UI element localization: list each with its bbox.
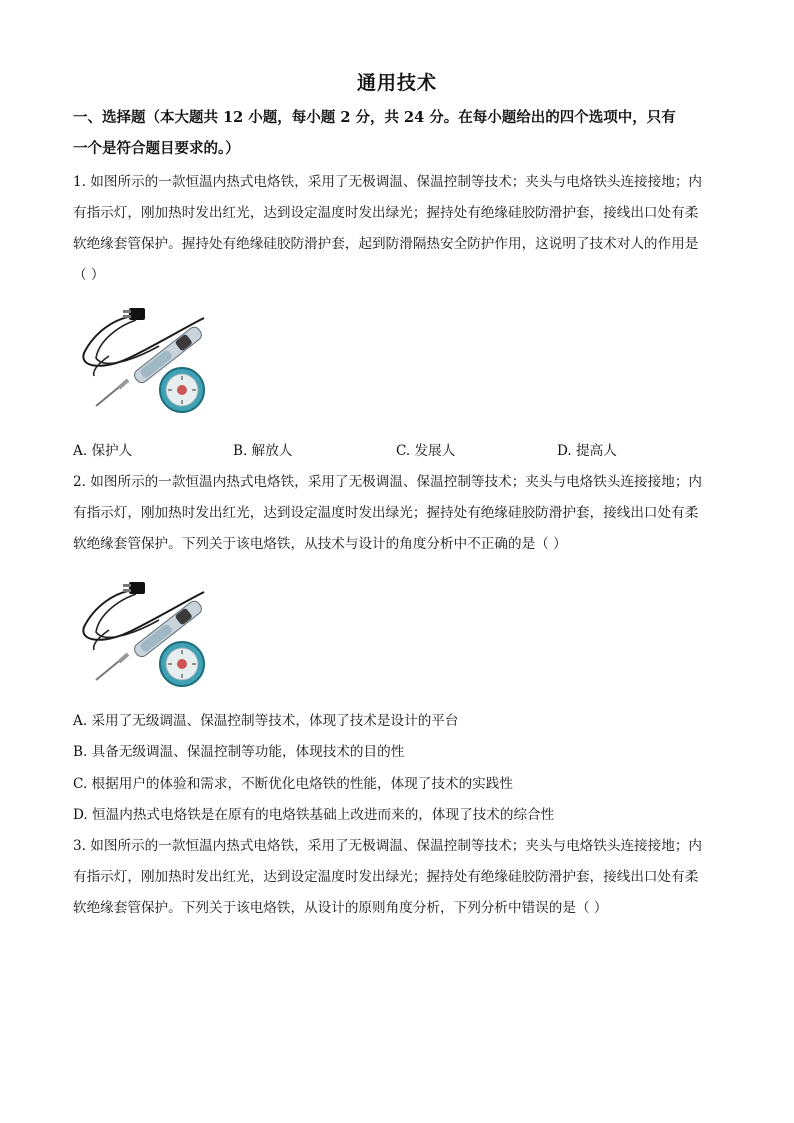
question-1-line-1: 1. 如图所示的一款恒温内热式电烙铁，采用了无极调温、保温控制等技术；夹头与电烙铁头连接接地；内	[73, 174, 703, 190]
soldering-iron-image	[74, 572, 214, 690]
soldering-iron-figure-1	[74, 298, 214, 416]
q1-option-d: D. 提高人	[557, 443, 617, 459]
question-3-line-3: 软绝缘套管保护。下列关于该电烙铁，从设计的原则角度分析，下列分析中错误的是（ ）	[73, 900, 608, 916]
section-header-line-1: 一、选择题（本大题共 12 小题，每小题 2 分，共 24 分。在每小题给出的四个选项中，只有	[73, 109, 676, 126]
question-1-line-3: 软绝缘套管保护。握持处有绝缘硅胶防滑护套，起到防滑隔热安全防护作用，这说明了技术对人的作用是	[73, 236, 699, 252]
q2-option-d: D. 恒温内热式电烙铁是在原有的电烙铁基础上改进而来的，体现了技术的综合性	[73, 807, 555, 823]
section-header-line-2: 一个是符合题目要求的。）	[73, 140, 240, 157]
question-2-line-1: 2. 如图所示的一款恒温内热式电烙铁，采用了无极调温、保温控制等技术；夹头与电烙铁头连接接地；内	[73, 474, 703, 490]
soldering-iron-figure-2	[74, 572, 214, 690]
q1-option-b: B. 解放人	[233, 443, 293, 459]
question-2-line-2: 有指示灯，刚加热时发出红光，达到设定温度时发出绿光；握持处有绝缘硅胶防滑护套，接线出口处有柔	[73, 505, 699, 521]
question-1-line-4: （ ）	[73, 267, 105, 283]
q1-option-a: A. 保护人	[73, 443, 133, 459]
question-2-line-3: 软绝缘套管保护。下列关于该电烙铁，从技术与设计的角度分析中不正确的是（ ）	[73, 536, 567, 552]
question-1-line-2: 有指示灯，刚加热时发出红光，达到设定温度时发出绿光；握持处有绝缘硅胶防滑护套，接线出口处有柔	[73, 205, 699, 221]
q2-option-b: B. 具备无级调温、保温控制等功能，体现技术的目的性	[73, 744, 405, 760]
q2-option-c: C. 根据用户的体验和需求，不断优化电烙铁的性能，体现了技术的实践性	[73, 776, 513, 792]
q1-option-c: C. 发展人	[396, 443, 456, 459]
question-3-line-2: 有指示灯，刚加热时发出红光，达到设定温度时发出绿光；握持处有绝缘硅胶防滑护套，接线出口处有柔	[73, 869, 699, 885]
page-title: 通用技术	[356, 72, 437, 94]
soldering-iron-image	[74, 298, 214, 416]
q2-option-a: A. 采用了无级调温、保温控制等技术，体现了技术是设计的平台	[73, 713, 459, 729]
question-3-line-1: 3. 如图所示的一款恒温内热式电烙铁，采用了无极调温、保温控制等技术；夹头与电烙铁头连接接地；内	[73, 838, 703, 854]
